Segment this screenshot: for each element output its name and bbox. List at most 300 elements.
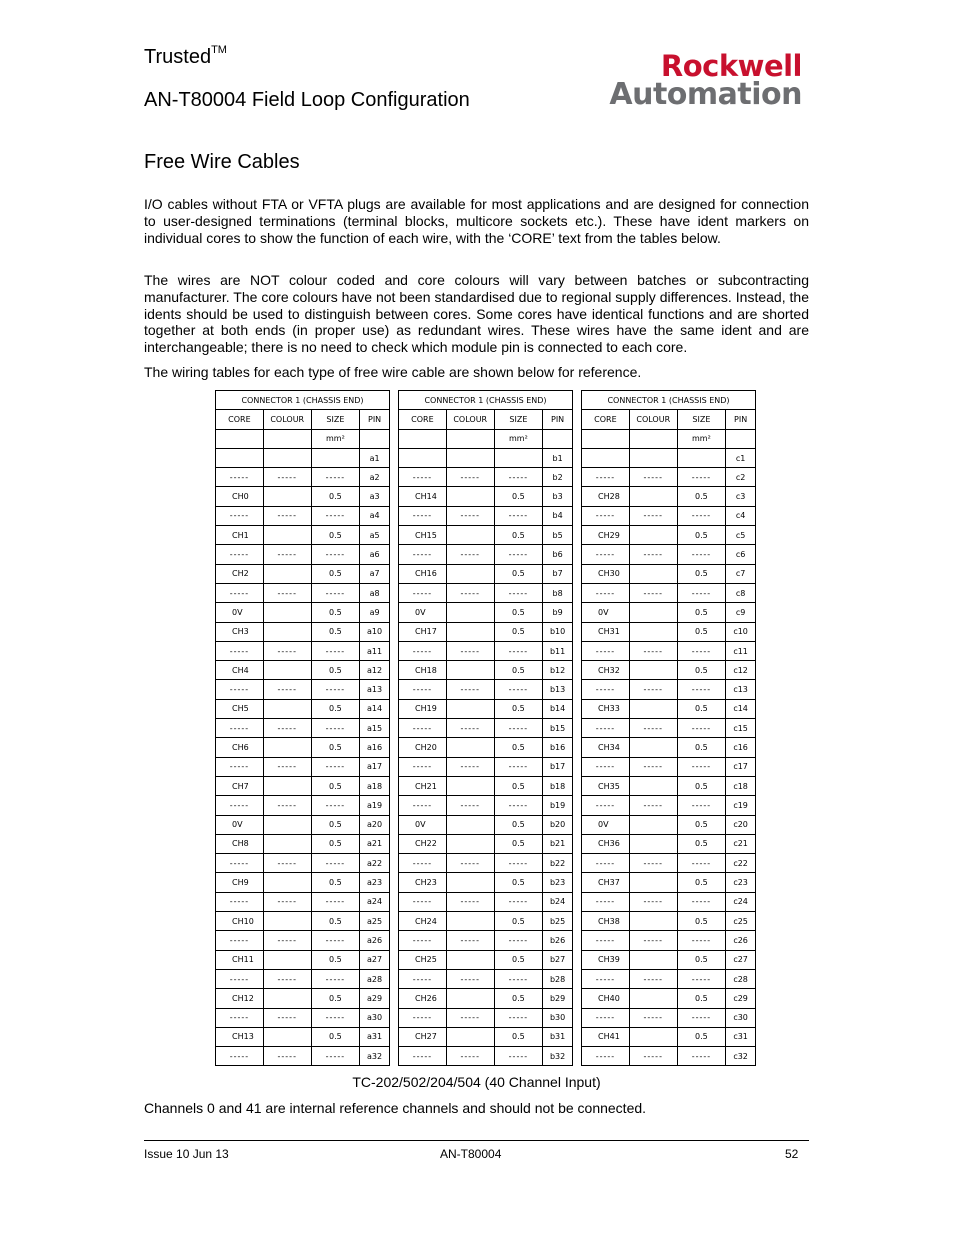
pin-cell: b3 bbox=[543, 487, 573, 506]
size-cell: 0.5 bbox=[677, 834, 726, 853]
size-cell: ----- bbox=[494, 680, 543, 699]
pin-cell: b27 bbox=[543, 950, 573, 969]
size-cell: ----- bbox=[494, 506, 543, 525]
column-header: SIZE bbox=[494, 410, 543, 429]
rockwell-automation-logo bbox=[566, 49, 802, 112]
size-cell: ----- bbox=[677, 506, 726, 525]
pin-cell: b6 bbox=[543, 545, 573, 564]
core-cell: ----- bbox=[399, 931, 447, 950]
colour-cell: ----- bbox=[629, 796, 677, 815]
core-cell: CH21 bbox=[399, 776, 447, 795]
core-cell: CH30 bbox=[582, 564, 630, 583]
size-cell: ----- bbox=[677, 641, 726, 660]
core-cell: CH9 bbox=[216, 873, 264, 892]
pin-cell: b7 bbox=[543, 564, 573, 583]
pin-cell: c29 bbox=[726, 989, 756, 1008]
product-name-text: Trusted bbox=[144, 46, 212, 68]
size-cell: 0.5 bbox=[494, 738, 543, 757]
colour-cell bbox=[446, 950, 494, 969]
pin-cell: c32 bbox=[726, 1047, 756, 1066]
size-cell: 0.5 bbox=[311, 661, 360, 680]
colour-cell: ----- bbox=[629, 757, 677, 776]
size-cell: 0.5 bbox=[677, 776, 726, 795]
core-cell: CH35 bbox=[582, 776, 630, 795]
size-cell: 0.5 bbox=[311, 834, 360, 853]
table-row bbox=[399, 545, 573, 564]
colour-cell: ----- bbox=[446, 545, 494, 564]
table-row bbox=[582, 487, 756, 506]
size-cell: 0.5 bbox=[311, 564, 360, 583]
table-row bbox=[216, 950, 390, 969]
colour-cell: ----- bbox=[446, 719, 494, 738]
colour-cell: ----- bbox=[446, 1008, 494, 1027]
column-header: PIN bbox=[726, 410, 756, 429]
size-cell: 0.5 bbox=[311, 912, 360, 931]
pin-cell: b9 bbox=[543, 603, 573, 622]
core-cell: ----- bbox=[216, 583, 264, 602]
size-cell: 0.5 bbox=[494, 873, 543, 892]
core-cell: CH7 bbox=[216, 776, 264, 795]
core-cell: CH22 bbox=[399, 834, 447, 853]
pin-cell: c31 bbox=[726, 1027, 756, 1046]
footer-issue: Issue 10 Jun 13 bbox=[144, 1147, 229, 1161]
core-cell: CH0 bbox=[216, 487, 264, 506]
core-cell: ----- bbox=[582, 796, 630, 815]
size-cell: 0.5 bbox=[677, 912, 726, 931]
core-cell bbox=[582, 448, 630, 467]
size-cell: ----- bbox=[677, 1047, 726, 1066]
core-cell: ----- bbox=[216, 969, 264, 988]
pin-cell: b24 bbox=[543, 892, 573, 911]
table-row bbox=[216, 448, 390, 467]
empty-cell bbox=[399, 429, 447, 448]
table-row bbox=[216, 1008, 390, 1027]
size-cell: 0.5 bbox=[311, 873, 360, 892]
table-row bbox=[582, 448, 756, 467]
table-row bbox=[399, 506, 573, 525]
colour-cell bbox=[629, 834, 677, 853]
pin-cell: c26 bbox=[726, 931, 756, 950]
colour-cell: ----- bbox=[263, 1008, 311, 1027]
core-cell: ----- bbox=[399, 854, 447, 873]
size-cell: ----- bbox=[494, 969, 543, 988]
table-row bbox=[216, 892, 390, 911]
table-row bbox=[216, 776, 390, 795]
table-unit-row bbox=[216, 429, 390, 448]
colour-cell bbox=[629, 815, 677, 834]
empty-cell bbox=[582, 429, 630, 448]
size-cell: 0.5 bbox=[677, 487, 726, 506]
colour-cell bbox=[446, 487, 494, 506]
colour-cell: ----- bbox=[263, 506, 311, 525]
table-row bbox=[582, 969, 756, 988]
colour-cell: ----- bbox=[446, 1047, 494, 1066]
table-row bbox=[582, 622, 756, 641]
size-cell: 0.5 bbox=[677, 873, 726, 892]
pin-cell: c2 bbox=[726, 468, 756, 487]
column-header: SIZE bbox=[677, 410, 726, 429]
table-row bbox=[582, 661, 756, 680]
table-row bbox=[216, 506, 390, 525]
connector-title: CONNECTOR 1 (CHASSIS END) bbox=[216, 391, 390, 410]
colour-cell: ----- bbox=[446, 468, 494, 487]
pin-cell: c7 bbox=[726, 564, 756, 583]
column-header: CORE bbox=[216, 410, 264, 429]
core-cell: ----- bbox=[399, 796, 447, 815]
wiring-table-b bbox=[398, 390, 573, 1066]
table-row bbox=[582, 506, 756, 525]
core-cell: CH3 bbox=[216, 622, 264, 641]
table-row bbox=[399, 969, 573, 988]
table-row bbox=[399, 526, 573, 545]
table-row bbox=[216, 526, 390, 545]
colour-cell: ----- bbox=[263, 757, 311, 776]
size-cell: ----- bbox=[677, 796, 726, 815]
size-cell: 0.5 bbox=[311, 526, 360, 545]
core-cell: CH36 bbox=[582, 834, 630, 853]
core-cell: ----- bbox=[582, 468, 630, 487]
pin-cell: b1 bbox=[543, 448, 573, 467]
size-cell: ----- bbox=[311, 757, 360, 776]
pin-cell: a20 bbox=[360, 815, 390, 834]
table-row bbox=[399, 854, 573, 873]
core-cell: CH20 bbox=[399, 738, 447, 757]
size-cell: 0.5 bbox=[677, 989, 726, 1008]
table-row bbox=[399, 738, 573, 757]
colour-cell: ----- bbox=[263, 796, 311, 815]
pin-cell: c25 bbox=[726, 912, 756, 931]
table-title-row bbox=[216, 391, 390, 410]
pin-cell: a8 bbox=[360, 583, 390, 602]
connector-title: CONNECTOR 1 (CHASSIS END) bbox=[582, 391, 756, 410]
colour-cell bbox=[446, 834, 494, 853]
colour-cell bbox=[263, 738, 311, 757]
core-cell: CH28 bbox=[582, 487, 630, 506]
size-cell: ----- bbox=[311, 892, 360, 911]
colour-cell: ----- bbox=[263, 468, 311, 487]
empty-cell bbox=[263, 429, 311, 448]
colour-cell: ----- bbox=[446, 892, 494, 911]
table-row bbox=[399, 468, 573, 487]
pin-cell: b32 bbox=[543, 1047, 573, 1066]
colour-cell bbox=[629, 989, 677, 1008]
table-row bbox=[216, 622, 390, 641]
size-unit: mm² bbox=[494, 429, 543, 448]
size-cell: ----- bbox=[311, 796, 360, 815]
core-cell: ----- bbox=[216, 1047, 264, 1066]
core-cell: CH14 bbox=[399, 487, 447, 506]
core-cell: ----- bbox=[582, 854, 630, 873]
table-caption: TC-202/502/204/504 (40 Channel Input) bbox=[352, 1074, 601, 1090]
table-row bbox=[582, 1047, 756, 1066]
wiring-table-c bbox=[581, 390, 756, 1066]
colour-cell bbox=[263, 815, 311, 834]
colour-cell bbox=[263, 622, 311, 641]
pin-cell: b13 bbox=[543, 680, 573, 699]
size-cell: 0.5 bbox=[311, 776, 360, 795]
pin-cell: b20 bbox=[543, 815, 573, 834]
table-row bbox=[399, 873, 573, 892]
table-row bbox=[216, 699, 390, 718]
table-row bbox=[582, 796, 756, 815]
colour-cell bbox=[263, 873, 311, 892]
colour-cell bbox=[629, 622, 677, 641]
size-cell: ----- bbox=[311, 468, 360, 487]
size-cell: 0.5 bbox=[311, 815, 360, 834]
colour-cell: ----- bbox=[629, 468, 677, 487]
core-cell: CH11 bbox=[216, 950, 264, 969]
column-header: SIZE bbox=[311, 410, 360, 429]
core-cell: CH5 bbox=[216, 699, 264, 718]
table-row bbox=[582, 931, 756, 950]
pin-cell: a29 bbox=[360, 989, 390, 1008]
table-header-row bbox=[399, 410, 573, 429]
table-row bbox=[216, 989, 390, 1008]
colour-cell bbox=[446, 603, 494, 622]
colour-cell: ----- bbox=[629, 583, 677, 602]
core-cell: CH26 bbox=[399, 989, 447, 1008]
table-row bbox=[399, 776, 573, 795]
table-row bbox=[399, 622, 573, 641]
table-row bbox=[582, 757, 756, 776]
pin-cell: a21 bbox=[360, 834, 390, 853]
empty-cell bbox=[543, 429, 573, 448]
core-cell bbox=[399, 448, 447, 467]
pin-cell: a17 bbox=[360, 757, 390, 776]
table-row bbox=[582, 989, 756, 1008]
core-cell: CH37 bbox=[582, 873, 630, 892]
core-cell: ----- bbox=[216, 506, 264, 525]
footer-doc-id: AN-T80004 bbox=[440, 1147, 502, 1161]
core-cell: ----- bbox=[399, 719, 447, 738]
pin-cell: a32 bbox=[360, 1047, 390, 1066]
size-cell: 0.5 bbox=[494, 834, 543, 853]
paragraph-colour-note: The wires are NOT colour coded and core colours will vary between batches or subcontracting manufacturer. The core colours have not been standardised due to regional supply differences. Instead, the idents should be used to distinguish between cores. Some cores have identical functions and are shorted together at both ends (in proper use) as redundant wires. These wires have the same ident and are interchangeable; there is no need to check which module pin is connected to each core. bbox=[144, 272, 809, 356]
pin-cell: b16 bbox=[543, 738, 573, 757]
table-row bbox=[399, 719, 573, 738]
pin-cell: c28 bbox=[726, 969, 756, 988]
table-row bbox=[216, 468, 390, 487]
table-row bbox=[216, 680, 390, 699]
table-row bbox=[399, 912, 573, 931]
core-cell: CH16 bbox=[399, 564, 447, 583]
pin-cell: b2 bbox=[543, 468, 573, 487]
colour-cell bbox=[446, 815, 494, 834]
colour-cell bbox=[263, 912, 311, 931]
colour-cell bbox=[446, 912, 494, 931]
colour-cell: ----- bbox=[446, 969, 494, 988]
core-cell: ----- bbox=[582, 1047, 630, 1066]
size-cell: ----- bbox=[494, 719, 543, 738]
size-cell: 0.5 bbox=[677, 699, 726, 718]
colour-cell: ----- bbox=[629, 719, 677, 738]
colour-cell: ----- bbox=[629, 506, 677, 525]
pin-cell: c20 bbox=[726, 815, 756, 834]
table-row bbox=[216, 834, 390, 853]
colour-cell: ----- bbox=[446, 796, 494, 815]
colour-cell bbox=[263, 1027, 311, 1046]
pin-cell: a19 bbox=[360, 796, 390, 815]
core-cell: CH8 bbox=[216, 834, 264, 853]
core-cell: ----- bbox=[216, 757, 264, 776]
size-cell: 0.5 bbox=[677, 815, 726, 834]
size-cell: ----- bbox=[677, 892, 726, 911]
size-cell: 0.5 bbox=[677, 526, 726, 545]
core-cell: ----- bbox=[399, 892, 447, 911]
size-cell: ----- bbox=[677, 757, 726, 776]
colour-cell bbox=[446, 873, 494, 892]
size-cell: 0.5 bbox=[677, 950, 726, 969]
pin-cell: b17 bbox=[543, 757, 573, 776]
pin-cell: b29 bbox=[543, 989, 573, 1008]
core-cell: ----- bbox=[582, 506, 630, 525]
pin-cell: c10 bbox=[726, 622, 756, 641]
paragraph-reference: The wiring tables for each type of free wire cable are shown below for reference. bbox=[144, 364, 642, 380]
pin-cell: b30 bbox=[543, 1008, 573, 1027]
pin-cell: a16 bbox=[360, 738, 390, 757]
colour-cell: ----- bbox=[263, 583, 311, 602]
pin-cell: a14 bbox=[360, 699, 390, 718]
size-cell: 0.5 bbox=[311, 699, 360, 718]
pin-cell: c21 bbox=[726, 834, 756, 853]
table-row bbox=[216, 641, 390, 660]
connector-title: CONNECTOR 1 (CHASSIS END) bbox=[399, 391, 573, 410]
table-row bbox=[399, 950, 573, 969]
core-cell: CH40 bbox=[582, 989, 630, 1008]
size-cell: 0.5 bbox=[494, 1027, 543, 1046]
colour-cell bbox=[629, 950, 677, 969]
empty-cell bbox=[629, 429, 677, 448]
colour-cell: ----- bbox=[629, 545, 677, 564]
reference-channel-note: Channels 0 and 41 are internal reference channels and should not be connected. bbox=[144, 1100, 647, 1116]
table-row bbox=[216, 661, 390, 680]
pin-cell: b11 bbox=[543, 641, 573, 660]
pin-cell: a18 bbox=[360, 776, 390, 795]
colour-cell: ----- bbox=[446, 641, 494, 660]
size-cell bbox=[311, 448, 360, 467]
size-cell: 0.5 bbox=[677, 564, 726, 583]
core-cell: ----- bbox=[582, 680, 630, 699]
colour-cell bbox=[629, 487, 677, 506]
size-cell: 0.5 bbox=[494, 815, 543, 834]
logo-line-rockwell: Rockwell bbox=[660, 49, 802, 83]
colour-cell: ----- bbox=[629, 931, 677, 950]
colour-cell bbox=[446, 448, 494, 467]
colour-cell bbox=[629, 738, 677, 757]
size-cell: ----- bbox=[494, 1008, 543, 1027]
size-cell: ----- bbox=[677, 969, 726, 988]
table-row bbox=[216, 1027, 390, 1046]
column-header: PIN bbox=[360, 410, 390, 429]
colour-cell bbox=[446, 564, 494, 583]
colour-cell: ----- bbox=[446, 854, 494, 873]
core-cell: ----- bbox=[399, 506, 447, 525]
pin-cell: b4 bbox=[543, 506, 573, 525]
pin-cell: a15 bbox=[360, 719, 390, 738]
core-cell: ----- bbox=[399, 583, 447, 602]
pin-cell: b21 bbox=[543, 834, 573, 853]
table-row bbox=[582, 545, 756, 564]
size-cell: 0.5 bbox=[494, 912, 543, 931]
table-row bbox=[582, 815, 756, 834]
pin-cell: c19 bbox=[726, 796, 756, 815]
pin-cell: c6 bbox=[726, 545, 756, 564]
colour-cell: ----- bbox=[629, 1047, 677, 1066]
pin-cell: b8 bbox=[543, 583, 573, 602]
wiring-table-a bbox=[215, 390, 390, 1066]
core-cell: CH34 bbox=[582, 738, 630, 757]
core-cell: CH2 bbox=[216, 564, 264, 583]
size-cell: 0.5 bbox=[311, 622, 360, 641]
colour-cell: ----- bbox=[629, 680, 677, 699]
pin-cell: a10 bbox=[360, 622, 390, 641]
table-row bbox=[399, 1027, 573, 1046]
table-row bbox=[399, 796, 573, 815]
table-row bbox=[582, 603, 756, 622]
table-title-row bbox=[582, 391, 756, 410]
table-row bbox=[582, 564, 756, 583]
table-row bbox=[216, 873, 390, 892]
core-cell: CH12 bbox=[216, 989, 264, 1008]
colour-cell bbox=[446, 699, 494, 718]
colour-cell bbox=[629, 776, 677, 795]
core-cell: CH23 bbox=[399, 873, 447, 892]
colour-cell bbox=[446, 738, 494, 757]
core-cell: ----- bbox=[399, 641, 447, 660]
core-cell: 0V bbox=[399, 603, 447, 622]
size-cell: 0.5 bbox=[494, 989, 543, 1008]
table-row bbox=[399, 892, 573, 911]
table-title-row bbox=[399, 391, 573, 410]
core-cell: ----- bbox=[216, 719, 264, 738]
size-cell: 0.5 bbox=[311, 950, 360, 969]
core-cell: 0V bbox=[582, 603, 630, 622]
pin-cell: a30 bbox=[360, 1008, 390, 1027]
core-cell: 0V bbox=[582, 815, 630, 834]
table-row bbox=[582, 699, 756, 718]
core-cell: CH19 bbox=[399, 699, 447, 718]
core-cell: 0V bbox=[399, 815, 447, 834]
size-cell: 0.5 bbox=[311, 738, 360, 757]
table-row bbox=[582, 873, 756, 892]
core-cell: CH6 bbox=[216, 738, 264, 757]
colour-cell bbox=[629, 661, 677, 680]
table-row bbox=[216, 815, 390, 834]
size-cell: ----- bbox=[311, 931, 360, 950]
colour-cell: ----- bbox=[629, 969, 677, 988]
colour-cell bbox=[263, 950, 311, 969]
pin-cell: b18 bbox=[543, 776, 573, 795]
column-header: COLOUR bbox=[629, 410, 677, 429]
pin-cell: c14 bbox=[726, 699, 756, 718]
pin-cell: a25 bbox=[360, 912, 390, 931]
pin-cell: b28 bbox=[543, 969, 573, 988]
core-cell: ----- bbox=[582, 545, 630, 564]
pin-cell: c30 bbox=[726, 1008, 756, 1027]
pin-cell: c12 bbox=[726, 661, 756, 680]
core-cell: CH38 bbox=[582, 912, 630, 931]
colour-cell: ----- bbox=[629, 892, 677, 911]
colour-cell bbox=[263, 603, 311, 622]
table-row bbox=[399, 834, 573, 853]
table-row bbox=[399, 564, 573, 583]
pin-cell: c24 bbox=[726, 892, 756, 911]
size-cell: 0.5 bbox=[677, 622, 726, 641]
core-cell: ----- bbox=[582, 1008, 630, 1027]
pin-cell: c4 bbox=[726, 506, 756, 525]
table-row bbox=[216, 738, 390, 757]
core-cell: CH4 bbox=[216, 661, 264, 680]
